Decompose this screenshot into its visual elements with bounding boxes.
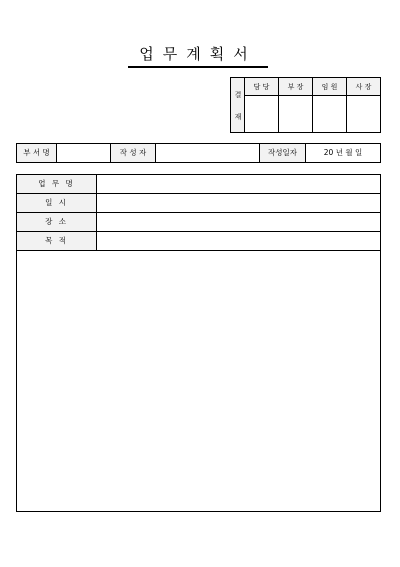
info-row [16, 143, 381, 163]
approval-box [230, 77, 381, 133]
location-field[interactable] [97, 213, 380, 231]
plan-content-area[interactable] [17, 251, 380, 511]
purpose-label: 목 적 [17, 232, 97, 250]
approval-header-president: 사 장 [347, 78, 380, 96]
form-row-location [17, 213, 380, 232]
approval-header-manager: 부 장 [279, 78, 313, 96]
date-label: 작성일자 [260, 144, 306, 162]
date-field[interactable]: 20 년 월 일 [323, 148, 363, 157]
task-name-label: 업 무 명 [17, 175, 97, 193]
purpose-field[interactable] [97, 232, 380, 250]
approval-sign-staff[interactable] [245, 96, 279, 133]
author-label: 작 성 자 [111, 144, 156, 162]
dept-label: 부 서 명 [17, 144, 57, 162]
author-field[interactable] [156, 144, 260, 162]
approval-label-char-2: 재 [234, 113, 242, 121]
datetime-field[interactable] [97, 194, 380, 212]
approval-header-executive: 임 원 [313, 78, 347, 96]
dept-field[interactable] [57, 144, 111, 162]
location-label: 장 소 [17, 213, 97, 231]
approval-label-char-1: 결 [234, 91, 242, 99]
form-row-datetime [17, 194, 380, 213]
title-underline [128, 66, 268, 68]
approval-sign-manager[interactable] [279, 96, 313, 133]
approval-sign-executive[interactable] [313, 96, 347, 133]
approval-label [231, 78, 245, 132]
datetime-label: 일 시 [17, 194, 97, 212]
task-name-field[interactable] [97, 175, 380, 193]
form-row-purpose [17, 232, 380, 251]
work-plan-form [16, 174, 381, 512]
document-title: 업무계획서 [139, 45, 257, 63]
form-row-task [17, 175, 380, 194]
approval-sign-president[interactable] [347, 96, 380, 133]
approval-header-staff: 담 당 [245, 78, 279, 96]
